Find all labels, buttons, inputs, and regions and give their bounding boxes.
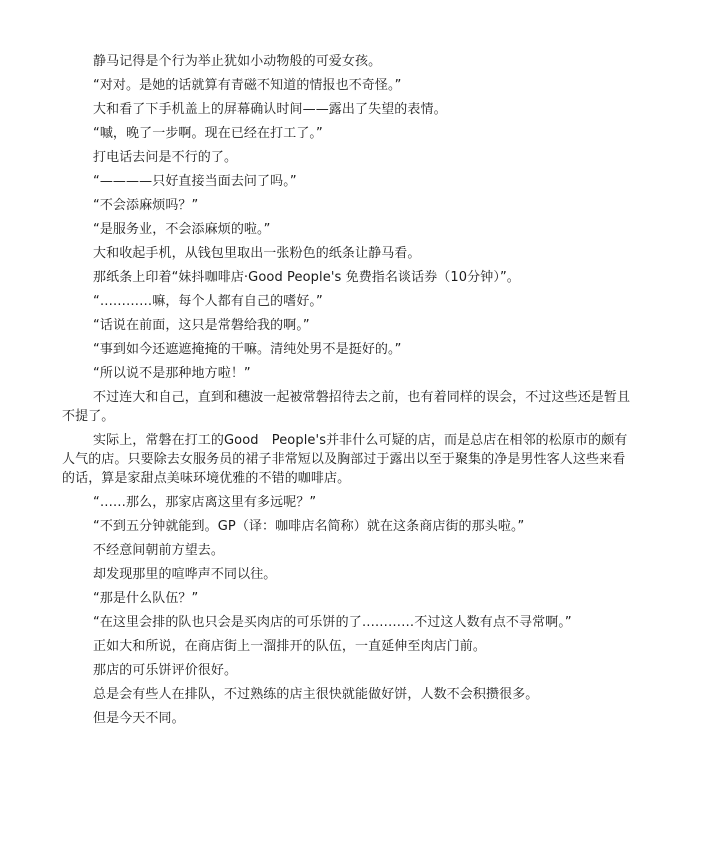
paragraph: “所以说不是那种地方啦！” bbox=[93, 366, 251, 381]
paragraph: “……那么，那家店离这里有多远呢？” bbox=[93, 495, 317, 510]
paragraph: 实际上，常磐在打工的Good People's并非什么可疑的店，而是总店在相邻的松原市的颇有人气的店。只要除去女服务员的裙子非常短以及胸部过于露出以至于聚集的净是男性客人这些来看的话，算是家甜点美味环境优雅的不错的咖啡店。 bbox=[62, 433, 628, 486]
paragraph: “…………嘛，每个人都有自己的嗜好。” bbox=[93, 294, 323, 309]
paragraph: “不会添麻烦吗？” bbox=[93, 198, 199, 213]
paragraph: 那店的可乐饼评价很好。 bbox=[93, 663, 238, 678]
paragraph: “不到五分钟就能到。GP（译：咖啡店名简称）就在这条商店街的那头啦。” bbox=[93, 519, 525, 534]
paragraph: 不过连大和自己，直到和穗波一起被常磐招待去之前，也有着同样的误会，不过这些还是暂且不提了。 bbox=[62, 390, 631, 424]
paragraph: “在这里会排的队也只会是买肉店的可乐饼的了…………不过这人数有点不寻常啊。” bbox=[93, 615, 572, 630]
paragraph: “嘁，晚了一步啊。现在已经在打工了。” bbox=[93, 126, 323, 141]
paragraph: 正如大和所说，在商店街上一溜排开的队伍，一直延伸至肉店门前。 bbox=[93, 639, 487, 654]
paragraph: 打电话去问是不行的了。 bbox=[93, 150, 238, 165]
paragraph: 大和看了下手机盖上的屏幕确认时间——露出了失望的表情。 bbox=[93, 102, 447, 117]
paragraph: “那是什么队伍？” bbox=[93, 591, 199, 606]
paragraph: “————只好直接当面去问了吗。” bbox=[93, 174, 297, 189]
paragraph: 却发现那里的喧哗声不同以往。 bbox=[93, 567, 277, 582]
paragraph: “话说在前面，这只是常磐给我的啊。” bbox=[93, 318, 310, 333]
paragraph: “事到如今还遮遮掩掩的干嘛。清纯处男不是挺好的。” bbox=[93, 342, 402, 357]
document-body bbox=[62, 52, 634, 733]
paragraph: “对对。是她的话就算有青磁不知道的情报也不奇怪。” bbox=[93, 78, 402, 93]
paragraph: “是服务业，不会添麻烦的啦。” bbox=[93, 222, 271, 237]
paragraph: 那纸条上印着“妹抖咖啡店·Good People's 免费指名谈话券（10分钟）”。 bbox=[93, 270, 520, 285]
paragraph: 但是今天不同。 bbox=[93, 711, 185, 726]
paragraph: 不经意间朝前方望去。 bbox=[93, 543, 225, 558]
paragraph: 大和收起手机，从钱包里取出一张粉色的纸条让静马看。 bbox=[93, 246, 421, 261]
paragraph: 静马记得是个行为举止犹如小动物般的可爱女孩。 bbox=[93, 54, 382, 69]
paragraph: 总是会有些人在排队，不过熟练的店主很快就能做好饼，人数不会积攒很多。 bbox=[93, 687, 539, 702]
